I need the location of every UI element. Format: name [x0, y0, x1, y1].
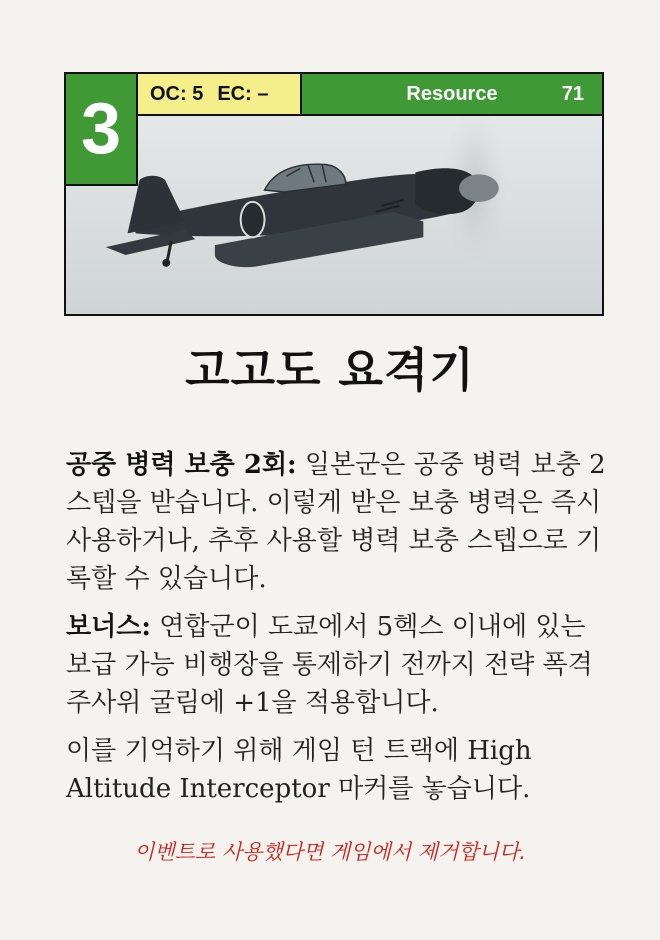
paragraph-bonus	[66, 608, 606, 722]
oc-value: OC: 5	[150, 82, 204, 105]
card-type-bar	[302, 74, 602, 114]
paragraph-replacement	[66, 446, 606, 598]
card-type-label: Resource	[406, 82, 498, 105]
card-number-box	[66, 74, 138, 186]
card-number: 3	[80, 89, 122, 169]
card-header-frame	[64, 72, 604, 316]
replacement-heading: 공중 병력 보충 2회:	[66, 450, 297, 480]
bonus-heading: 보너스:	[66, 612, 151, 642]
header-bar	[138, 74, 602, 116]
bonus-text: 연합군이 도쿄에서 5헥스 이내에 있는 보급 가능 비행장을 통제하기 전까지 전략 폭격 주사위 굴림에 +1을 적용합니다.	[66, 612, 593, 718]
card-body	[66, 446, 606, 818]
removal-note: 이벤트로 사용했다면 게임에서 제거합니다.	[134, 840, 526, 864]
card-id-number: 71	[561, 82, 584, 105]
ops-cost-box	[138, 74, 302, 114]
replacement-text: 일본군은 공중 병력 보충 2스텝을 받습니다. 이렇게 받은 보충 병력은 즉시 사용하거나, 추후 사용할 병력 보충 스텝으로 기록할 수 있습니다.	[66, 450, 606, 594]
paragraph-marker: 이를 기억하기 위해 게임 턴 트랙에 High Altitude Interceptor 마커를 놓습니다.	[66, 736, 532, 804]
ec-value: EC: –	[217, 82, 269, 105]
card-title: 고고도 요격기	[185, 343, 475, 397]
